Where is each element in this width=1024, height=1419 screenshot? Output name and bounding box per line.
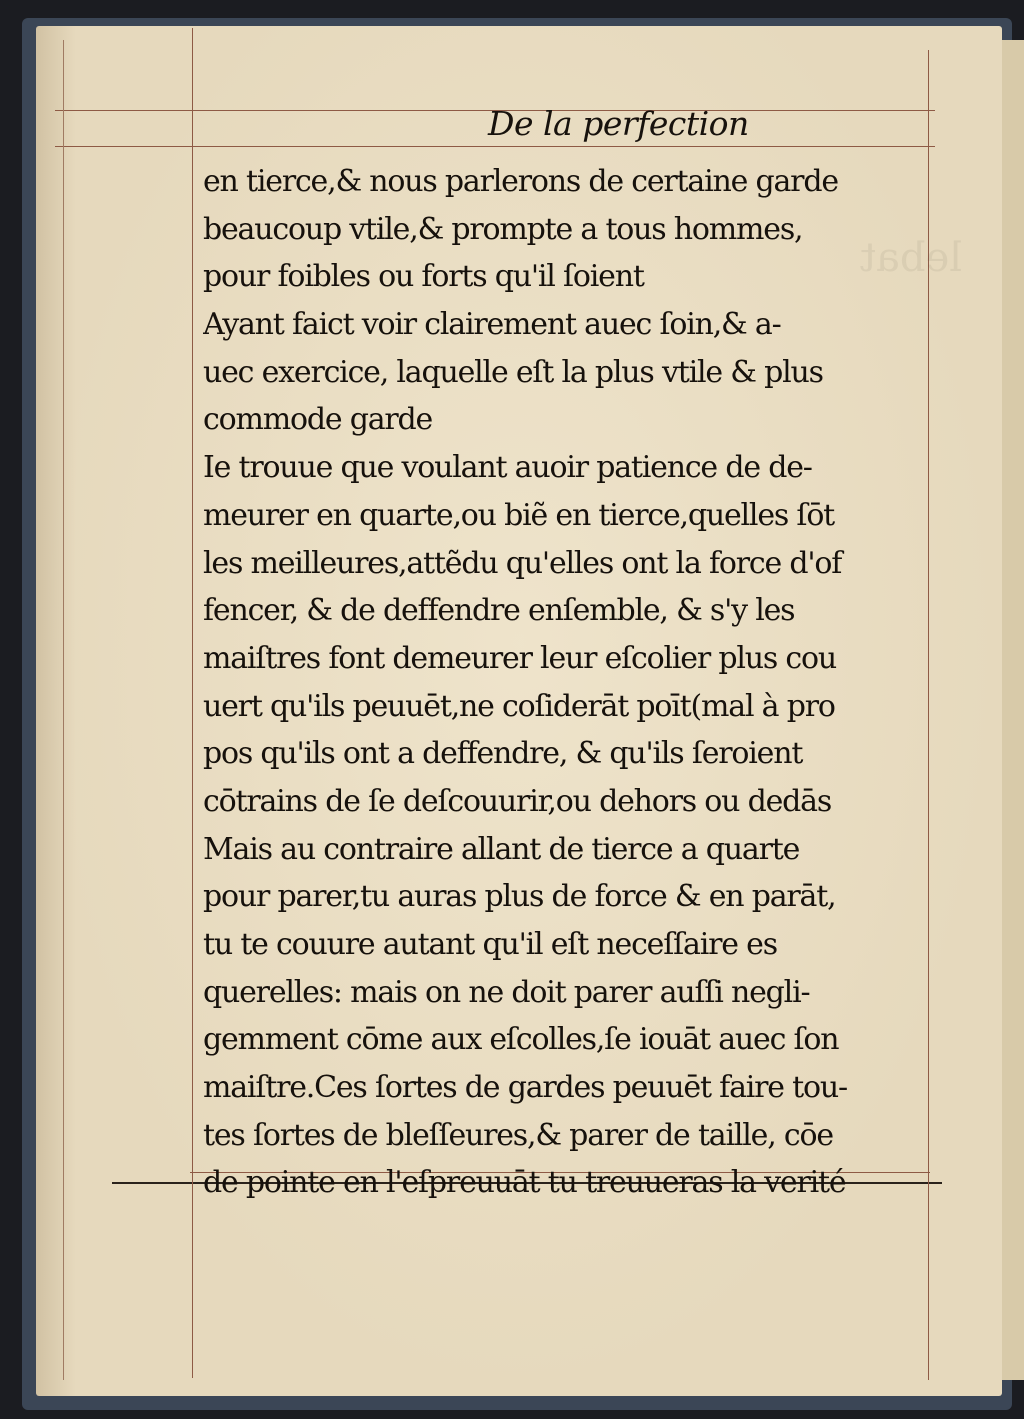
text-line: pour parer,tu auras plus de force & en parāt, bbox=[203, 879, 836, 915]
text-line: pos qu'ils ont a deffendre, & qu'ils ſeroient bbox=[203, 736, 803, 772]
text-line: Ie trouue que voulant auoir patience de de- bbox=[203, 450, 812, 486]
text-line: beaucoup vtile,& prompte a tous hommes, bbox=[203, 211, 803, 247]
text-line: maiſtre.Ces ſortes de gardes peuuēt faire tou- bbox=[203, 1070, 847, 1106]
text-line: tes ſortes de bleſſeures,& parer de taille, cōe bbox=[203, 1117, 833, 1153]
left-margin-rule bbox=[192, 28, 193, 1378]
text-line: gemment cōme aux eſcolles,ſe iouāt auec ſon bbox=[203, 1022, 839, 1058]
body-text bbox=[203, 158, 925, 1207]
text-line: fencer, & de deffendre enſemble, & s'y les bbox=[203, 593, 795, 629]
text-line: Mais au contraire allant de tierce a quarte bbox=[203, 831, 800, 867]
text-line: de pointe en l'eſpreuuāt tu treuueras la verité bbox=[203, 1165, 846, 1201]
text-line: uec exercice, laquelle eſt la plus vtile & plus bbox=[203, 354, 823, 390]
facing-page-edge bbox=[1000, 40, 1024, 1380]
right-margin-rule bbox=[928, 50, 929, 1380]
top-rule-inner bbox=[55, 146, 935, 147]
text-line: pour foibles ou forts qu'il ſoient bbox=[203, 259, 644, 295]
text-line: maiſtres font demeurer leur eſcolier plus cou bbox=[203, 640, 836, 676]
running-head: De la perfection bbox=[488, 104, 749, 143]
left-margin-rule-far bbox=[63, 40, 64, 1380]
text-line: tu te couure autant qu'il eſt neceſſaire es bbox=[203, 927, 777, 962]
text-line: querelles: mais on ne doit parer auſſi negli- bbox=[203, 974, 810, 1010]
text-line: uert qu'ils peuuēt,ne coſiderāt poīt(mal à pro bbox=[203, 688, 835, 724]
text-line: cōtrains de ſe deſcouurir,ou dehors ou dedās bbox=[203, 783, 832, 819]
text-line: les meilleures,attẽdu qu'elles ont la force d'of bbox=[203, 545, 842, 581]
text-line: en tierce,& nous parlerons de certaine garde bbox=[203, 164, 838, 199]
text-line: commode garde bbox=[203, 402, 433, 438]
text-line: meurer en quarte,ou biẽ en tierce,quelles ſōt bbox=[203, 497, 835, 533]
text-line: Ayant faict voir clairement auec ſoin,& a- bbox=[203, 307, 781, 343]
